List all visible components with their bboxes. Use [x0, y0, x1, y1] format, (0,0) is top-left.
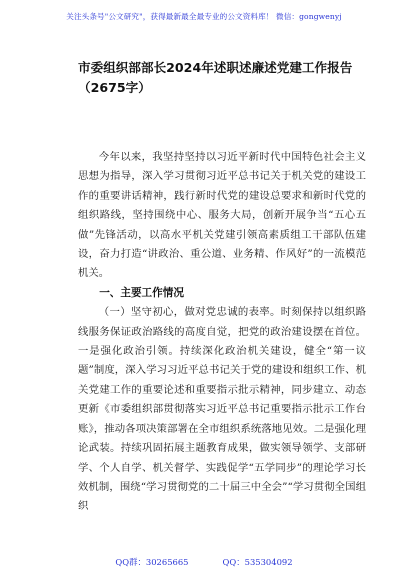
- footer-qq-group: QQ群：30265665: [115, 557, 189, 567]
- document-body: [78, 148, 366, 517]
- section-heading: 一、主要工作情况: [99, 286, 184, 299]
- header-banner: 关注头条号"公文研究"，获得最新最全最专业的公文资料库！ 微信：gongwenyj: [66, 12, 342, 21]
- footer-qq: QQ：535304092: [222, 557, 293, 567]
- document-title: 市委组织部部长2024年述职述廉述党建工作报告（2675字）: [78, 60, 353, 95]
- section-paragraph: （一）坚守初心，做对党忠诚的表率。时刻保持以组织路线服务保证政治路线的高度自觉，把党的政治建设摆在首位。一是强化政治引领。持续深化政治机关建设，健全“第一议题”制度，深入学习习近平总书记关于党的建设和组织工作、机关党建工作的重要论述和重要指示批示精神，同步建立、动态更新《市委组织部贯彻落实习近平总书记重要指示批示工作台账》，推动各项决策部署在全市组织系统落地见效。二是强化理论武装。持续巩固拓展主题教育成果，做实领导领学、支部研学、个人自学、机关督学、实践促学“五学同步”的理论学习长效机制，围绕“学习贯彻党的二十届三中全会”“学习贯彻全国组织: [78, 306, 366, 513]
- footer-contact: [0, 556, 408, 568]
- intro-paragraph: 今年以来，我坚持坚持以习近平新时代中国特色社会主义思想为指导，深入学习贯彻习近平总书记关于机关党的建设工作的重要讲话精神，践行新时代党的建设总要求和新时代党的组织路线，坚持围绕中心、服务大局，创新开展争当“五心五做”先锋活动，以高水平机关党建引领高素质组工干部队伍建设，奋力打造“讲政治、重公道、业务精、作风好”的一流模范机关。: [78, 151, 366, 280]
